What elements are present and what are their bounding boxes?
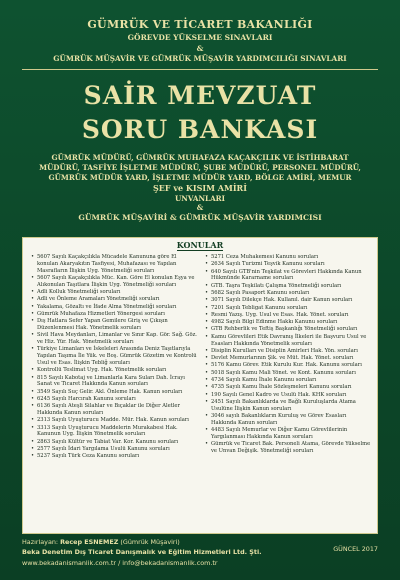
topic-item: • 7201 Sayılı Tebligat Kanunu soruları: [205, 305, 373, 312]
topic-item: • 2451 Sayılı Bakanlıklarda ve Bağlı Kuruluşlarda Atama Usulüne İlişkin Kanun soruları: [205, 399, 373, 413]
book-title-line-1: SAİR MEVZUAT: [83, 81, 317, 110]
topic-item: • 3313 Sayılı Uyuşturucu Maddelerin Murakabesi Hak. Kanunun Uyg. İlişkin Yönetmelik soruları: [31, 425, 199, 439]
topic-item: • 2313 Sayılı Uyuşturucu Madde. Mür. Hak. Kanun soruları: [31, 417, 199, 424]
topic-item: • 5682 Sayılı Pasaport Kanunu soruları: [205, 290, 373, 297]
topic-item: • 5176 Kamu Görev. Etik Kurulu Kur. Hak. Kanunu soruları: [205, 362, 373, 369]
topics-left-column: [31, 254, 199, 461]
subtitle-line-4: ŞEF ve KISIM AMİRİ: [153, 183, 247, 193]
subtitle-line-3: GÜMRÜK MÜDÜR YARD, İŞLETME MÜDÜR YARD, BÖLGE AMİRİ, MEMUR: [48, 173, 352, 182]
topic-item: • 4483 Sayılı Memurlar ve Diğer Kamu Görevlilerinin Yargılanması Hakkında Kanun soruları: [205, 427, 373, 441]
prepared-label: Hazırlayan:: [22, 538, 59, 546]
topic-item: • Türkiye Limanları ve İskeleleri Arasında Deniz Taşıtlarıyla Yapılan Taşıma İle Yük. ve Boş. Gümrük Gözetim ve Kontrolü Usul ve Esas. İlişkin Tebliğ soruları: [31, 346, 199, 366]
ministry-title: GÜMRÜK VE TİCARET BAKANLIĞI: [87, 18, 313, 31]
topic-item: • Yakalama, Gözaltı ve İfade Alma Yönetmeliği soruları: [31, 304, 199, 311]
subtitle-line-2: MÜDÜRÜ, TASFİYE İŞLETME MÜDÜRÜ, ŞUBE MÜDÜRÜ, PERSONEL MÜDÜRÜ,: [39, 163, 361, 172]
contact-line: www.bekadanismanlik.com.tr / info@bekadanismanlik.com.tr: [22, 559, 218, 567]
topic-item: • 815 Sayılı Kabotaj ve Limanlarla Kara Suları Dah. İcrayı Sanat ve Ticaret Hakkında Kanun soruları: [31, 375, 199, 389]
topic-item: • 6245 Sayılı Harcırah Kanunu soruları: [31, 396, 199, 403]
topic-item: • 5607 Sayılı Kaçakçılıkla Müc. Kan. Göre El konulan Eşya ve Alıkonulan Taşıtlara İlişkin Uyg. Yönetmeliği soruları: [31, 275, 199, 289]
topic-item: • Devlet Memurlarının Şik. ve Müt. Hak. Yönet. soruları: [205, 355, 373, 362]
edition-label: GÜNCEL 2017: [333, 545, 378, 553]
exam-type-line: GÖREVDE YÜKSELME SINAVLARI: [127, 33, 273, 42]
topic-item: • Kontrollü Teslimat Uyg. Hak. Yönetmelik soruları: [31, 367, 199, 374]
author-role: (Gümrük Müşaviri): [120, 538, 180, 546]
topics-panel: [22, 237, 378, 534]
topic-item: • 5271 Ceza Muhakemesi Kanunu soruları: [205, 254, 373, 261]
subtitle-line-5: UNVANLARI: [175, 194, 225, 203]
topic-item: • GTB Rehberlik ve Teftiş Başkanlığı Yönetmeliği soruları: [205, 326, 373, 333]
topic-item: • Dış Hatlara Sefer Yapan Gemilere Giriş ve Çıkışın Düzenlenmesi Hak. Yönetmelik soruları: [31, 318, 199, 332]
topic-item: • 2863 Sayılı Kültür ve Tabiat Var. Kor. Kanunu soruları: [31, 439, 199, 446]
topic-item: • Disiplin Kurulları ve Disiplin Amirleri Hak. Yön. soruları: [205, 348, 373, 355]
topics-right-column: [205, 254, 373, 455]
topic-item: • 5237 Sayılı Türk Ceza Kanunu soruları: [31, 453, 199, 460]
topic-item: • 3046 sayılı Bakanlıkların Kuruluş ve Görev Esasları Hakkında Kanun soruları: [205, 413, 373, 427]
topic-item: • 5607 Sayılı Kaçakçılıkla Mücadele Kanununa göre El konulan Akaryakıtın Tasfiyesi, Muhafazası ve Yapılan Masrafların İlişkin Uyg. Yönetmeliği soruları: [31, 254, 199, 274]
topic-item: • Resmi Yazış. Uyg. Usul ve Esas. Hak. Yönet. soruları: [205, 312, 373, 319]
exam-type-line-2: GÜMRÜK MÜŞAVİR VE GÜMRÜK MÜŞAVİR YARDIMCILIĞI SINAVLARI: [53, 54, 347, 63]
book-title-line-2: SORU BANKASI: [81, 115, 319, 144]
topic-item: • 4735 Sayılı Kamu İhale Sözleşmeleri Kanunu soruları: [205, 384, 373, 391]
topic-item: • 2634 Sayılı Turizmi Teşvik Kanunu soruları: [205, 261, 373, 268]
topic-item: • 640 Sayılı GTB'nin Teşkilat ve Görevleri Hakkında Kanun Hükmünde Kararname soruları: [205, 269, 373, 283]
subtitle-line-6: GÜMRÜK MÜŞAVİRİ & GÜMRÜK MÜŞAVİR YARDIMCISI: [78, 213, 322, 222]
topics-heading: KONULAR: [176, 240, 224, 250]
author-name: Recep ESNEMEZ: [60, 538, 119, 546]
topic-item: • Adli Kolluk Yönetmeliği soruları: [31, 289, 199, 296]
topic-item: • 4734 Sayılı Kamu İhale Kanunu soruları: [205, 377, 373, 384]
subtitle-line-1: GÜMRÜK MÜDÜRÜ, GÜMRÜK MUHAFAZA KAÇAKÇILIK VE İSTİHBARAT: [51, 153, 349, 162]
topic-item: • Kamu Görevlileri Etik Davranış İlkeleri ile Başvuru Usul ve Esasları Hakkında Yönetmelik soruları: [205, 334, 373, 348]
ampersand-2: &: [196, 203, 204, 212]
topic-item: • 190 Sayılı Genel Kadro ve Usulü Hak. KHK soruları: [205, 392, 373, 399]
topic-item: • GTB. Taşra Teşkilatı Çalışma Yönetmeliği soruları: [205, 283, 373, 290]
topic-item: • 4982 Sayılı Bilgi Edinme Hakkı Kanunu soruları: [205, 319, 373, 326]
author-line: [22, 538, 378, 546]
topic-item: • Gümrük ve Ticaret Bak. Personeli Atama, Görevde Yükselme ve Unvan Değişik. Yönetmeliği soruları: [205, 441, 373, 455]
ampersand-1: &: [196, 44, 204, 53]
topic-item: • 5018 Sayılı Kamu Mali Yönet. ve Kont. Kanunu soruları: [205, 370, 373, 377]
topic-item: • Sivil Hava Meydanları, Limanlar ve Sınır Kap. Gör. Sağ. Göz. ve Hiz. Yür. Hak. Yönetmelik soruları: [31, 332, 199, 346]
topic-item: • Gümrük Muhafaza Hizmetleri Yönergesi soruları: [31, 311, 199, 318]
topic-item: • 2577 Sayılı İdari Yargılama Usulü Kanunu soruları: [31, 446, 199, 453]
company-name: Beka Denetim Dış Ticaret Danışmalık ve Eğitim Hizmetleri Ltd. Şti.: [22, 548, 262, 556]
topic-item: • 3549 Sayılı Suç Gelir. Akl. Önleme Hak. Kanun soruları: [31, 389, 199, 396]
topic-item: • 6136 Sayılı Ateşli Silahlar ve Bıçaklar ile Diğer Aletler Hakkında Kanun soruları: [31, 403, 199, 417]
topic-item: • Adli ve Önleme Aramaları Yönetmeliği soruları: [31, 296, 199, 303]
divider-top: [22, 69, 378, 70]
topic-item: • 3071 Sayılı Dilekçe Hak. Kullanıl. dair Kanun soruları: [205, 297, 373, 304]
